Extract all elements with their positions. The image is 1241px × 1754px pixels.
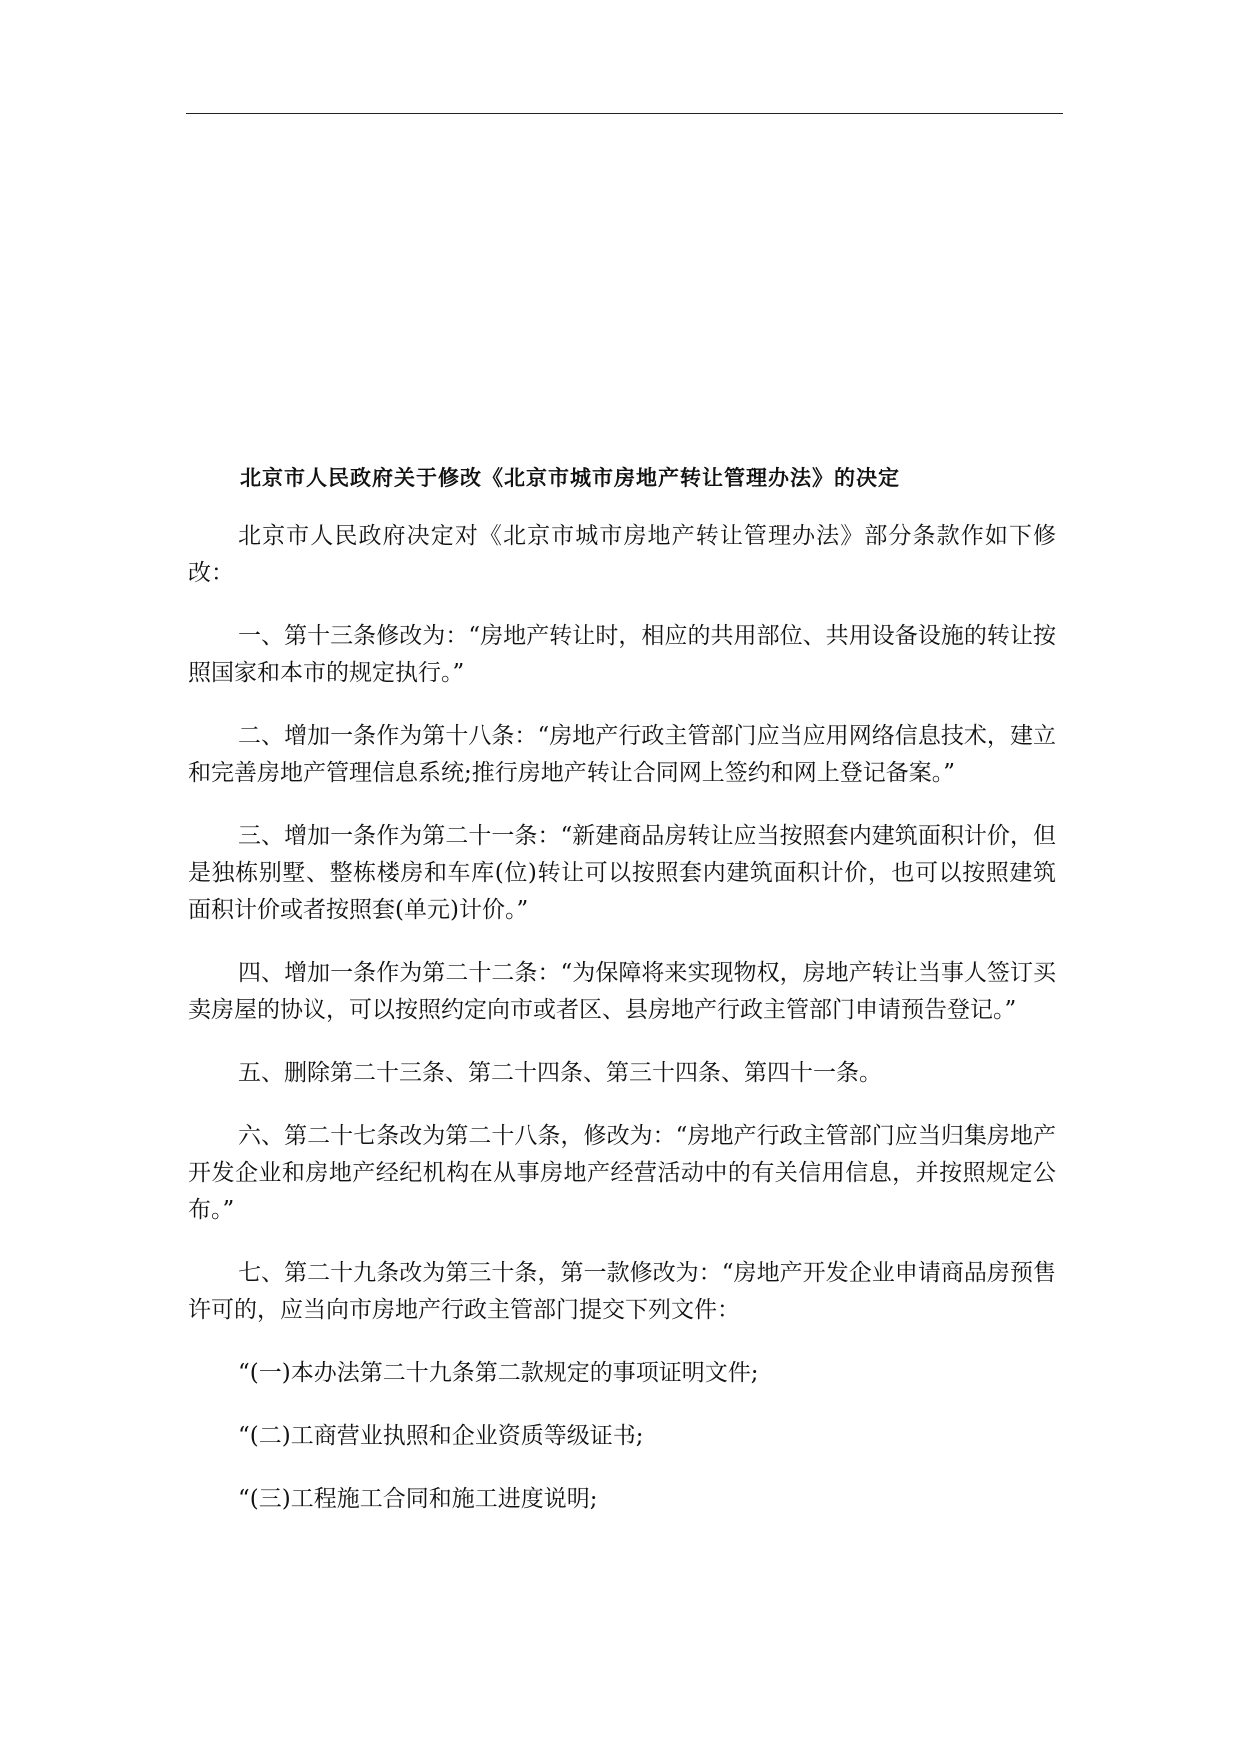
document-body — [188, 518, 1056, 1544]
list-item-1: “(一)本办法第二十九条第二款规定的事项证明文件; — [238, 1360, 759, 1386]
paragraph-amendment-5: 五、删除第二十三条、第二十四条、第三十四条、第四十一条。 — [238, 1060, 882, 1086]
paragraph-amendment-2: 二、增加一条作为第十八条：“房地产行政主管部门应当应用网络信息技术，建立和完善房地产管理信息系统;推行房地产转让合同网上签约和网上登记备案。” — [188, 723, 1056, 786]
list-item-3: “(三)工程施工合同和施工进度说明; — [238, 1486, 598, 1512]
paragraph-amendment-1: 一、第十三条修改为：“房地产转让时，相应的共用部位、共用设备设施的转让按照国家和本市的规定执行。” — [188, 623, 1056, 686]
paragraph-amendment-4: 四、增加一条作为第二十二条：“为保障将来实现物权，房地产转让当事人签订买卖房屋的协议，可以按照约定向市或者区、县房地产行政主管部门申请预告登记。” — [188, 960, 1056, 1023]
list-item-2: “(二)工商营业执照和企业资质等级证书; — [238, 1423, 644, 1449]
paragraph-amendment-3: 三、增加一条作为第二十一条：“新建商品房转让应当按照套内建筑面积计价，但是独栋别墅、整栋楼房和车库(位)转让可以按照套内建筑面积计价，也可以按照建筑面积计价或者按照套(单元)计价。” — [188, 823, 1056, 923]
paragraph-intro: 北京市人民政府决定对《北京市城市房地产转让管理办法》部分条款作如下修改： — [188, 523, 1056, 586]
paragraph-amendment-6: 六、第二十七条改为第二十八条，修改为：“房地产行政主管部门应当归集房地产开发企业和房地产经纪机构在从事房地产经营活动中的有关信用信息，并按照规定公布。” — [188, 1123, 1056, 1223]
document-title: 北京市人民政府关于修改《北京市城市房地产转让管理办法》的决定 — [240, 466, 900, 490]
paragraph-amendment-7: 七、第二十九条改为第三十条，第一款修改为：“房地产开发企业申请商品房预售许可的，应当向市房地产行政主管部门提交下列文件： — [188, 1260, 1056, 1323]
header-rule — [186, 113, 1063, 114]
